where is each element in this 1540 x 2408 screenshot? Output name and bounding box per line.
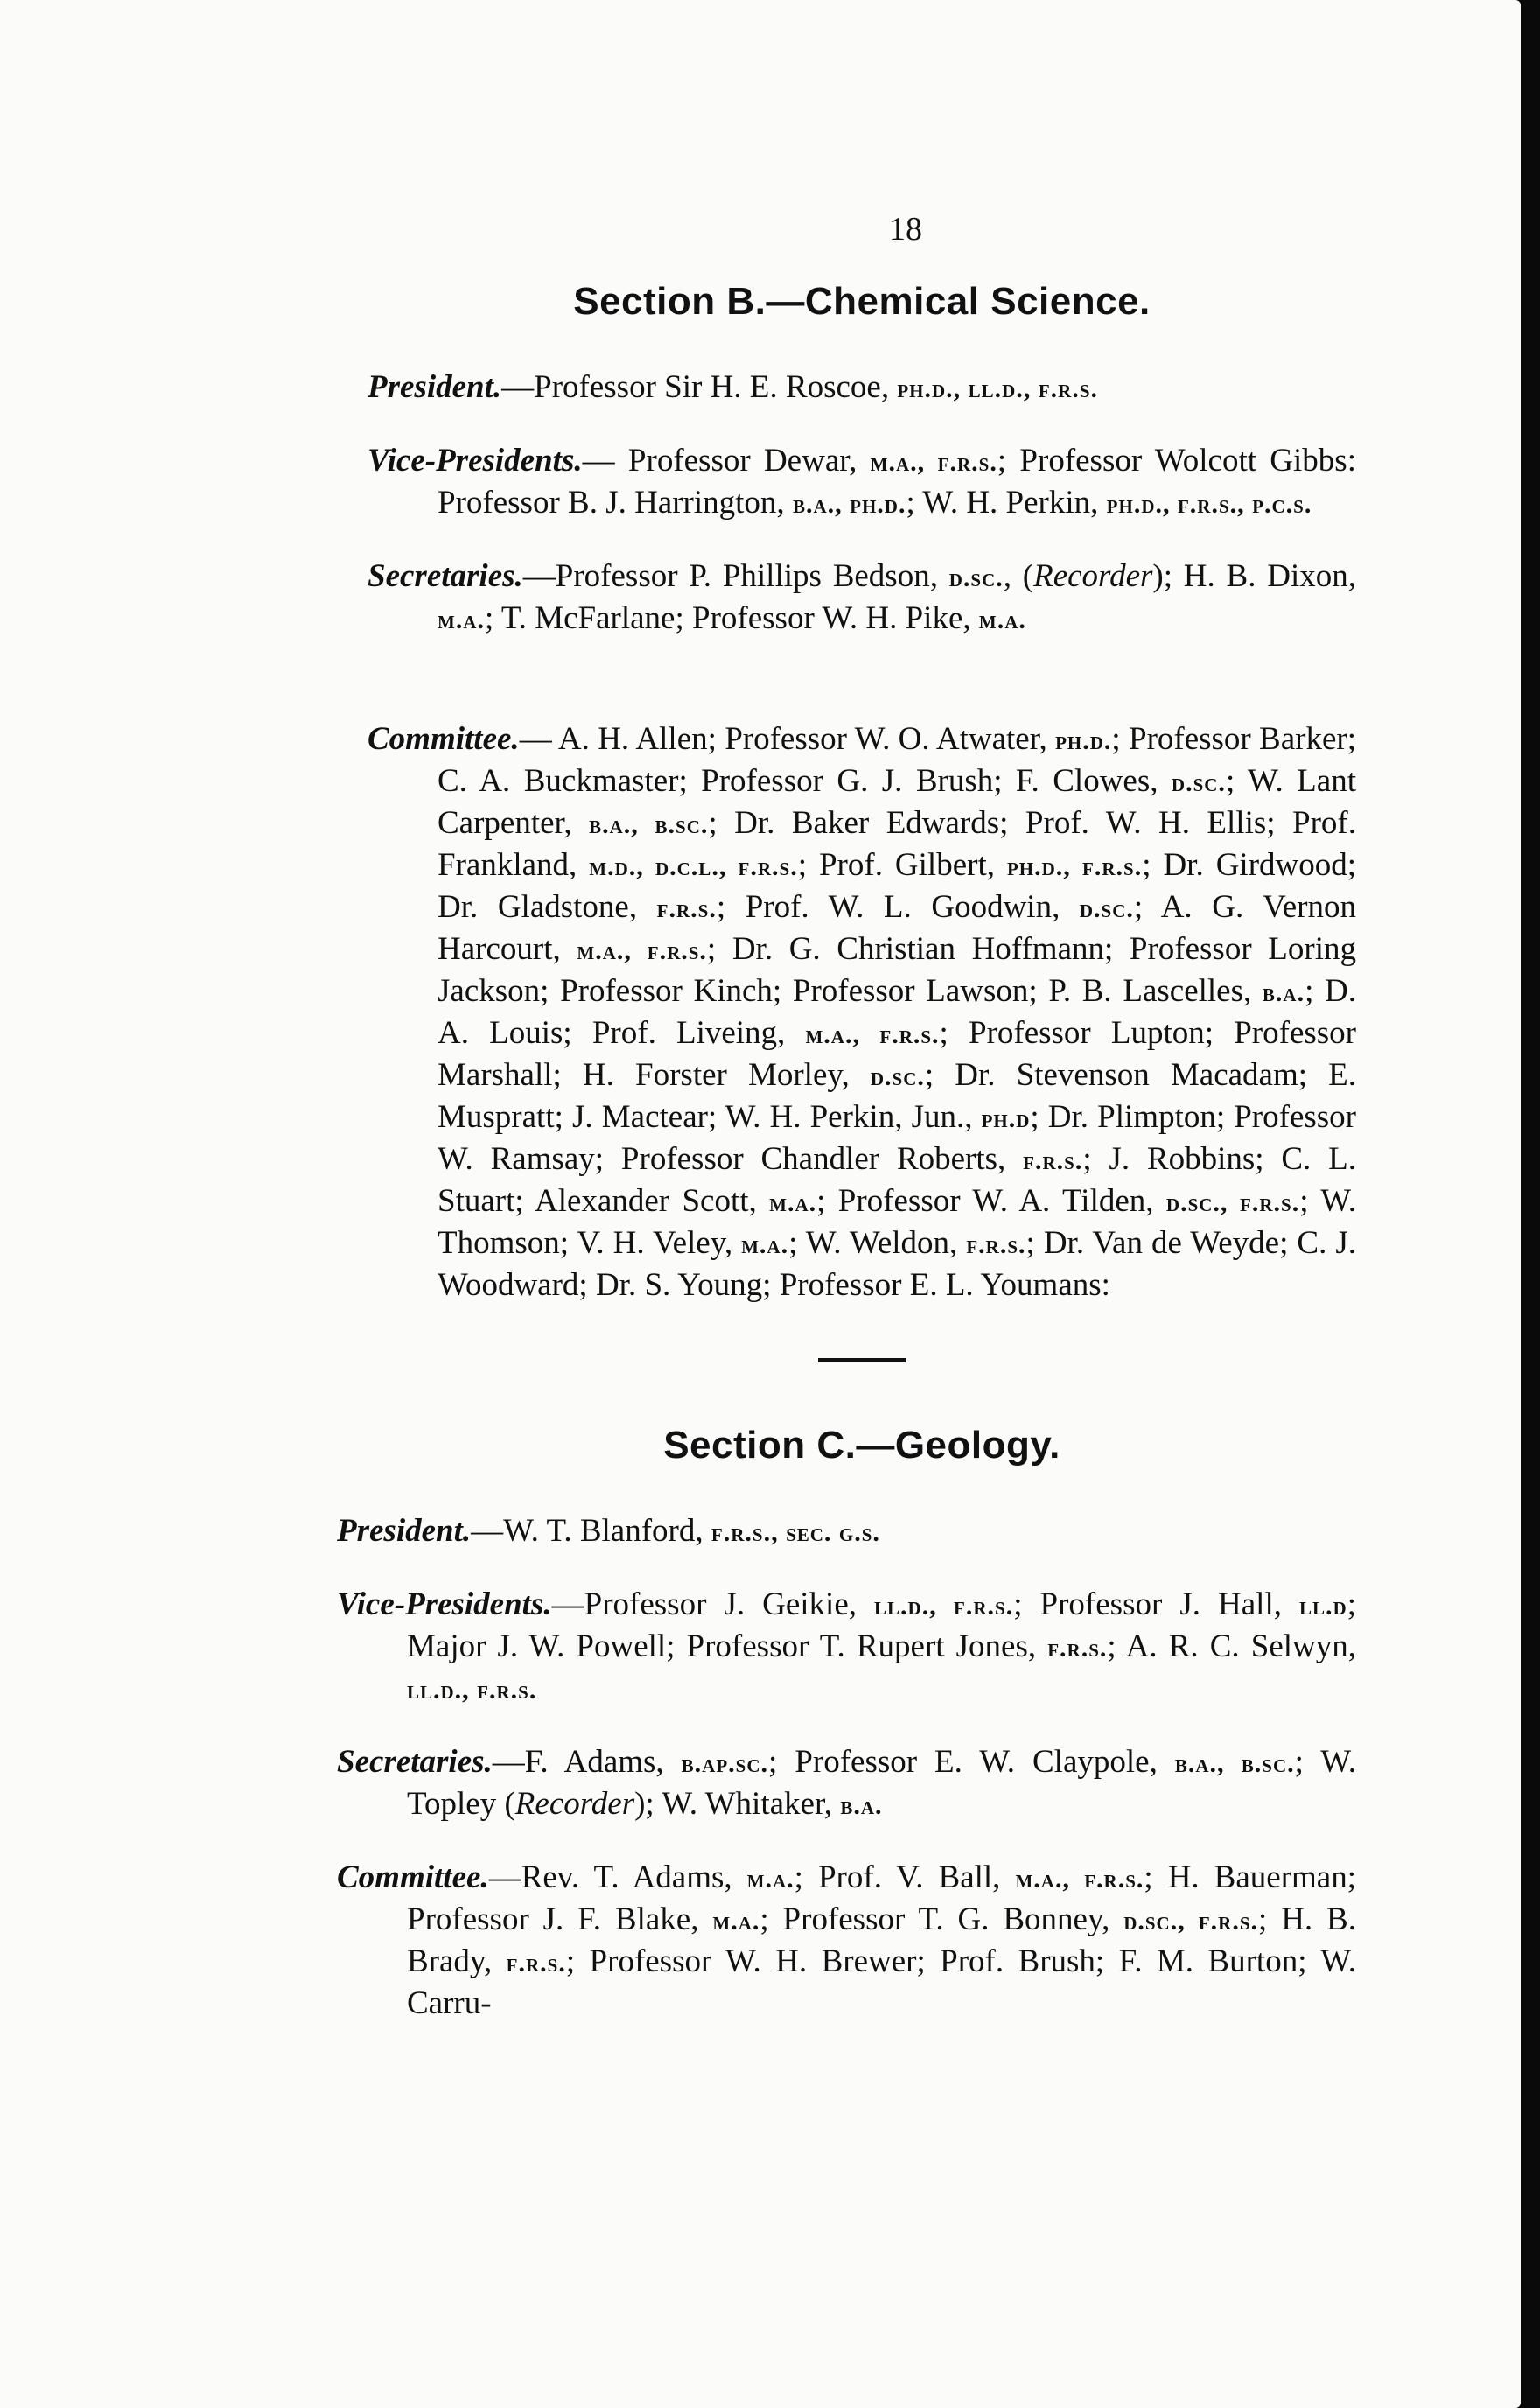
vice-presidents-label: Vice-Presidents. [337, 1586, 552, 1622]
section-c [337, 1424, 1357, 2024]
scan-edge [1521, 0, 1540, 2408]
page-content [337, 210, 1357, 2055]
section-c-committee: Committee.—Rev. T. Adams, m.a.; Prof. V. Ball, m.a., f.r.s.; H. Bauerman; Professor J. F. Blake, m.a.; Professor T. G. Bonney, d.sc., f.r.s.; H. B. Brady, f.r.s.; Professor W. H. Brewer; Prof. Brush; F. M. Burton; W. Carru- [337, 1859, 1357, 2021]
president-label: President. [368, 369, 502, 405]
section-c-secretaries: Secretaries.—F. Adams, b.ap.sc.; Professor E. W. Claypole, b.a., b.sc.; W. Topley (Recorder); W. Whitaker, b.a. [337, 1744, 1357, 1822]
section-b [368, 280, 1356, 1306]
section-c-title: Section C.—Geology. [663, 1424, 1060, 1466]
section-b-secretaries: Secretaries.—Professor P. Phillips Bedson, d.sc., (Recorder); H. B. Dixon, m.a.; T. McFarlane; Professor W. H. Pike, m.a. [368, 558, 1356, 636]
page-number: 18 [889, 211, 922, 248]
vice-presidents-label: Vice-Presidents. [368, 443, 583, 479]
section-divider [818, 1358, 906, 1362]
section-b-title: Section B.—Chemical Science. [573, 280, 1151, 323]
section-b-vice-presidents: Vice-Presidents.— Professor Dewar, m.a., f.r.s.; Professor Wolcott Gibbs: Professor B. J. Harrington, b.a., ph.d.; W. H. Perkin, ph.d., f.r.s., p.c.s. [368, 443, 1356, 521]
section-c-president: President.—W. T. Blanford, f.r.s., sec. g.s. [337, 1513, 880, 1549]
section-b-committee: Committee.— A. H. Allen; Professor W. O. Atwater, ph.d.; Professor Barker; C. A. Buckmaster; Professor G. J. Brush; F. Clowes, d.sc.; W. Lant Carpenter, b.a., b.sc.; Dr. Baker Edwards; Prof. W. H. Ellis; Prof. Frankland, m.d., d.c.l., f.r.s.; Prof. Gilbert, ph.d., f.r.s.; Dr. Girdwood; Dr. Gladstone, f.r.s.; Prof. W. L. Goodwin, d.sc.; A. G. Vernon Harcourt, m.a., f.r.s.; Dr. G. Christian Hoffmann; Professor Loring Jackson; Professor Kinch; Professor Lawson; P. B. Lascelles, b.a.; D. A. Louis; Prof. Liveing, m.a., f.r.s.; Professor Lupton; Professor Marshall; H. Forster Morley, d.sc.; Dr. Stevenson Macadam; E. Muspratt; J. Mactear; W. H. Perkin, Jun., ph.d; Dr. Plimpton; Professor W. Ramsay; Professor Chandler Roberts, f.r.s.; J. Robbins; C. L. Stuart; Alexander Scott, m.a.; Professor W. A. Tilden, d.sc., f.r.s.; W. Thomson; V. H. Veley, m.a.; W. Weldon, f.r.s.; Dr. Van de Weyde; C. J. Woodward; Dr. S. Young; Professor E. L. Youmans: [368, 721, 1357, 1303]
committee-label: Committee. [337, 1859, 489, 1895]
section-b-president: President.—Professor Sir H. E. Roscoe, ph.d., ll.d., f.r.s. [368, 369, 1099, 405]
section-c-vice-presidents: Vice-Presidents.—Professor J. Geikie, ll.d., f.r.s.; Professor J. Hall, ll.d; Major J. W. Powell; Professor T. Rupert Jones, f.r.s.; A. R. C. Selwyn, ll.d., f.r.s. [337, 1586, 1356, 1704]
committee-label: Committee. [368, 721, 520, 757]
secretaries-label: Secretaries. [368, 558, 523, 594]
secretaries-label: Secretaries. [337, 1744, 493, 1780]
section-c-body [337, 1511, 1356, 2024]
president-label: President. [337, 1513, 472, 1549]
